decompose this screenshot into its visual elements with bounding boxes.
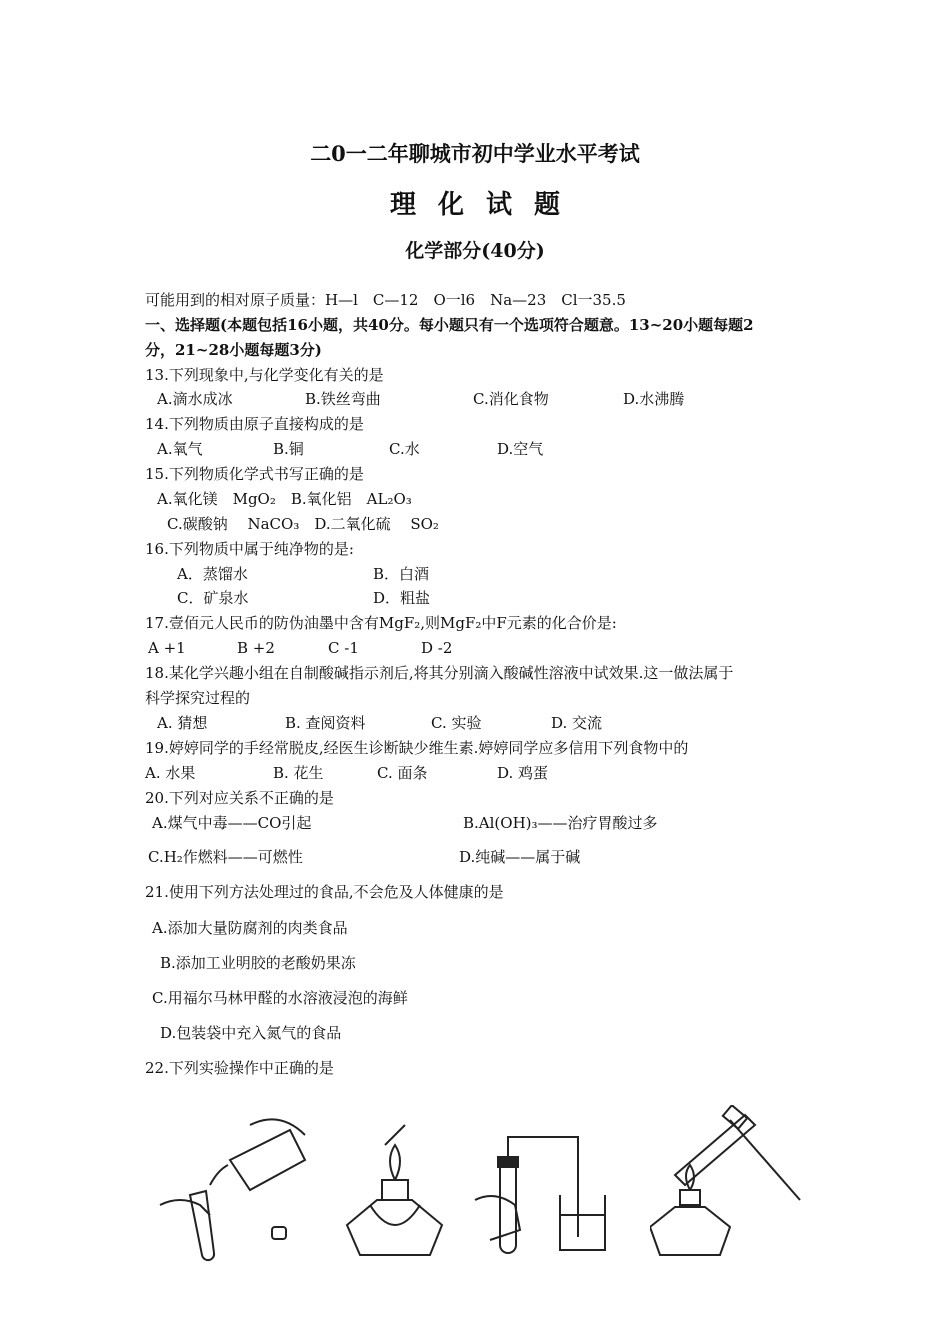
option: B. 查阅资料 <box>285 714 366 732</box>
option: A. 猜想 <box>157 714 208 732</box>
option: C.H₂作燃料——可燃性 <box>148 848 303 866</box>
question-21: 21.使用下列方法处理过的食品,不会危及人体健康的是 <box>145 883 504 901</box>
question-20: 20.下列对应关系不正确的是 <box>145 789 334 807</box>
option: A.添加大量防腐剂的肉类食品 <box>152 919 348 937</box>
option: A.煤气中毒——CO引起 <box>152 814 312 832</box>
option: D. 交流 <box>551 714 603 732</box>
option: A. 水果 <box>145 764 196 782</box>
option: B. 花生 <box>273 764 324 782</box>
option: A +1 <box>148 639 186 657</box>
question-18: 18.某化学兴趣小组在自制酸碱指示剂后,将其分别滴入酸碱性溶液中试效果.这一做法属于 <box>145 664 734 682</box>
question-13: 13.下列现象中,与化学变化有关的是 <box>145 366 384 384</box>
option: C. 实验 <box>431 714 482 732</box>
question-18-cont: 科学探究过程的 <box>145 689 251 707</box>
option: A．蒸馏水 <box>177 565 248 583</box>
option: C．矿泉水 <box>177 589 249 607</box>
option: D．粗盐 <box>373 589 431 607</box>
option: D.空气 <box>497 440 544 458</box>
options-line: A.氧化镁 MgO₂ B.氧化铝 AL₂O₃ <box>157 490 412 508</box>
option: D.水沸腾 <box>623 390 685 408</box>
atomic-masses: 可能用到的相对原子质量：H—l C—12 O一l6 Na—23 Cl一35.5 <box>145 291 626 309</box>
heating-test-tube-figure <box>650 1105 810 1265</box>
option: D.纯碱——属于碱 <box>459 848 581 866</box>
option: B.添加工业明胶的老酸奶果冻 <box>160 954 356 972</box>
alcohol-lamp-lighting-figure <box>340 1105 450 1265</box>
subject-title: 理化试题 <box>389 190 582 220</box>
option: B.铁丝弯曲 <box>305 390 381 408</box>
option: C -1 <box>328 639 359 657</box>
option: C.用福尔马林甲醛的水溶液浸泡的海鲜 <box>152 989 408 1007</box>
option: D -2 <box>421 639 453 657</box>
option: D.包装袋中充入氮气的食品 <box>160 1024 342 1042</box>
airtightness-check-figure <box>470 1105 620 1265</box>
question-22: 22.下列实验操作中正确的是 <box>145 1059 334 1077</box>
section-title: 化学部分(40分) <box>405 240 545 262</box>
part-instructions: 一、选择题(本题包括16小题，共40分。每小题只有一个选项符合题意。13~20小题每题2 <box>145 316 754 334</box>
option: B.铜 <box>273 440 304 458</box>
part-instructions-cont: 分，21~28小题每题3分) <box>145 341 322 359</box>
option: D. 鸡蛋 <box>497 764 549 782</box>
option: B +2 <box>237 639 275 657</box>
option: B．白酒 <box>373 565 430 583</box>
option: C.水 <box>389 440 420 458</box>
option: B.Al(OH)₃——治疗胃酸过多 <box>463 814 658 832</box>
question-17: 17.壹佰元人民币的防伪油墨中含有MgF₂,则MgF₂中F元素的化合价是: <box>145 614 617 632</box>
exam-title: 二0一二年聊城市初中学业水平考试 <box>310 141 640 166</box>
question-16: 16.下列物质中属于纯净物的是: <box>145 540 354 558</box>
question-19: 19.婷婷同学的手经常脱皮,经医生诊断缺少维生素.婷婷同学应多信用下列食物中的 <box>145 739 689 757</box>
question-15: 15.下列物质化学式书写正确的是 <box>145 465 364 483</box>
options-line: C.碳酸钠 NaCO₃ D.二氧化硫 SO₂ <box>167 515 439 533</box>
option: A.氧气 <box>157 440 203 458</box>
pouring-liquid-figure <box>150 1105 310 1265</box>
option: C.消化食物 <box>473 390 549 408</box>
question-14: 14.下列物质由原子直接构成的是 <box>145 415 364 433</box>
option: A.滴水成冰 <box>157 390 233 408</box>
option: C. 面条 <box>377 764 428 782</box>
